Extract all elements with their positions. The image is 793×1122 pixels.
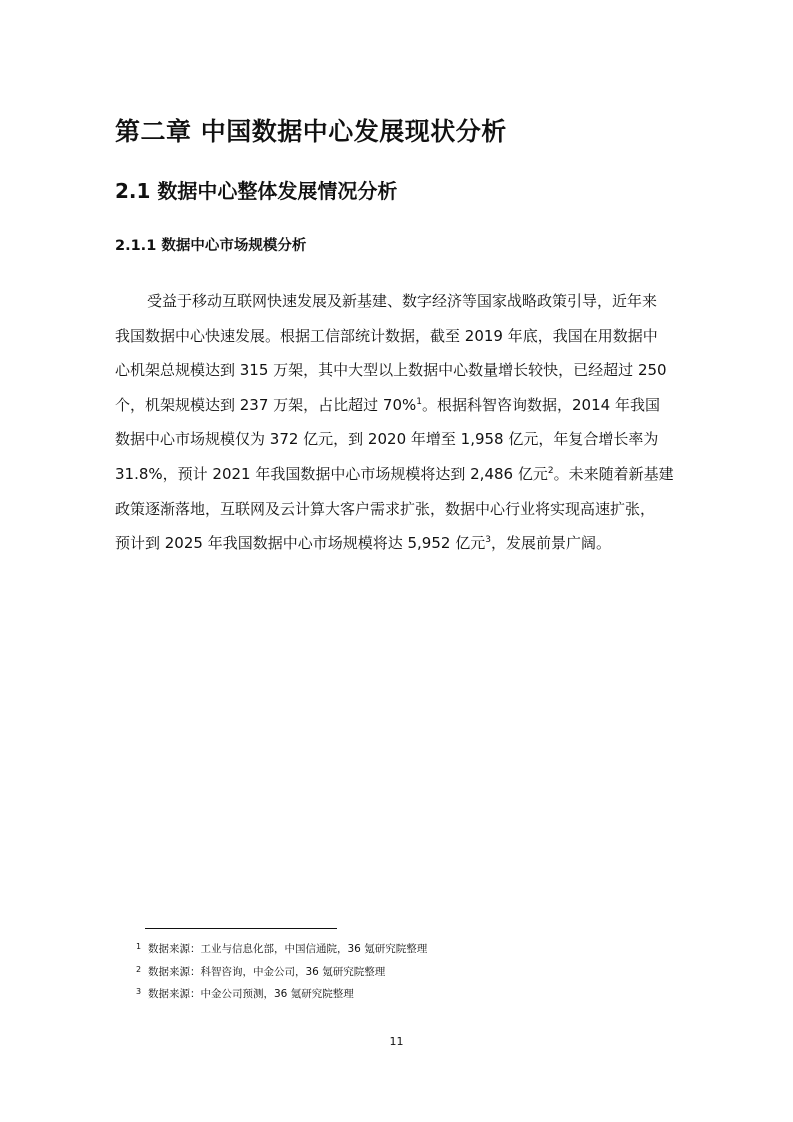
page-number: 11 bbox=[389, 1035, 404, 1048]
paragraph-line: 受益于移动互联网快速发展及新基建、数字经济等国家战略政策引导，近年来 bbox=[147, 292, 658, 310]
footnote-number: 2 bbox=[136, 964, 142, 974]
footnote-number: 1 bbox=[136, 942, 142, 951]
paragraph-line: 心机架总规模达到 315 万架，其中大型以上数据中心数量增长较快，已经超过 250 bbox=[115, 361, 667, 380]
footnote bbox=[136, 959, 427, 982]
paragraph-line: 数据中心市场规模仅为 372 亿元，到 2020 年增至 1,958 亿元，年复合增长率为 bbox=[115, 430, 659, 449]
paragraph-line: 政策逐渐落地，互联网及云计算大客户需求扩张，数据中心行业将实现高速扩张， bbox=[115, 499, 656, 518]
footnote-text: 数据来源：科智咨询，中金公司，36 氪研究院整理 bbox=[148, 965, 386, 978]
paragraph-line: 31.8%，预计 2021 年我国数据中心市场规模将达到 2,486 亿元$^2$。未来随着新基建 bbox=[115, 464, 674, 483]
footnote-text: 数据来源：工业与信息化部，中国信通院，36 氪研究院整理 bbox=[148, 943, 428, 955]
footnote bbox=[136, 981, 427, 1004]
footnote-number: 3 bbox=[136, 987, 142, 996]
section-title: 2.1 数据中心整体发展情况分析 bbox=[115, 179, 398, 203]
subsection-title: 2.1.1 数据中心市场规模分析 bbox=[115, 238, 307, 254]
footnote-text: 数据来源：中金公司预测，36 氪研究院整理 bbox=[148, 988, 354, 1000]
body-paragraph bbox=[115, 284, 685, 561]
chapter-title: 第二章 中国数据中心发展现状分析 bbox=[115, 117, 507, 146]
footnote-ref-1: 1 bbox=[416, 396, 423, 407]
footnote-ref-2: 2 bbox=[547, 465, 554, 476]
footnote bbox=[136, 936, 427, 959]
paragraph-line: 我国数据中心快速发展。根据工信部统计数据，截至 2019 年底，我国在用数据中 bbox=[115, 326, 658, 345]
paragraph-line: 预计到 2025 年我国数据中心市场规模将达 5,952 亿元$^3$，发展前景广阔。 bbox=[115, 534, 611, 553]
footnote-ref-3: 3 bbox=[485, 535, 491, 546]
footnotes bbox=[136, 936, 427, 1004]
paragraph-line: 个，机架规模达到 237 万架，占比超过 70%$^1$。根据科智咨询数据，2014 年我国 bbox=[115, 395, 660, 414]
footnote-divider bbox=[145, 928, 337, 929]
